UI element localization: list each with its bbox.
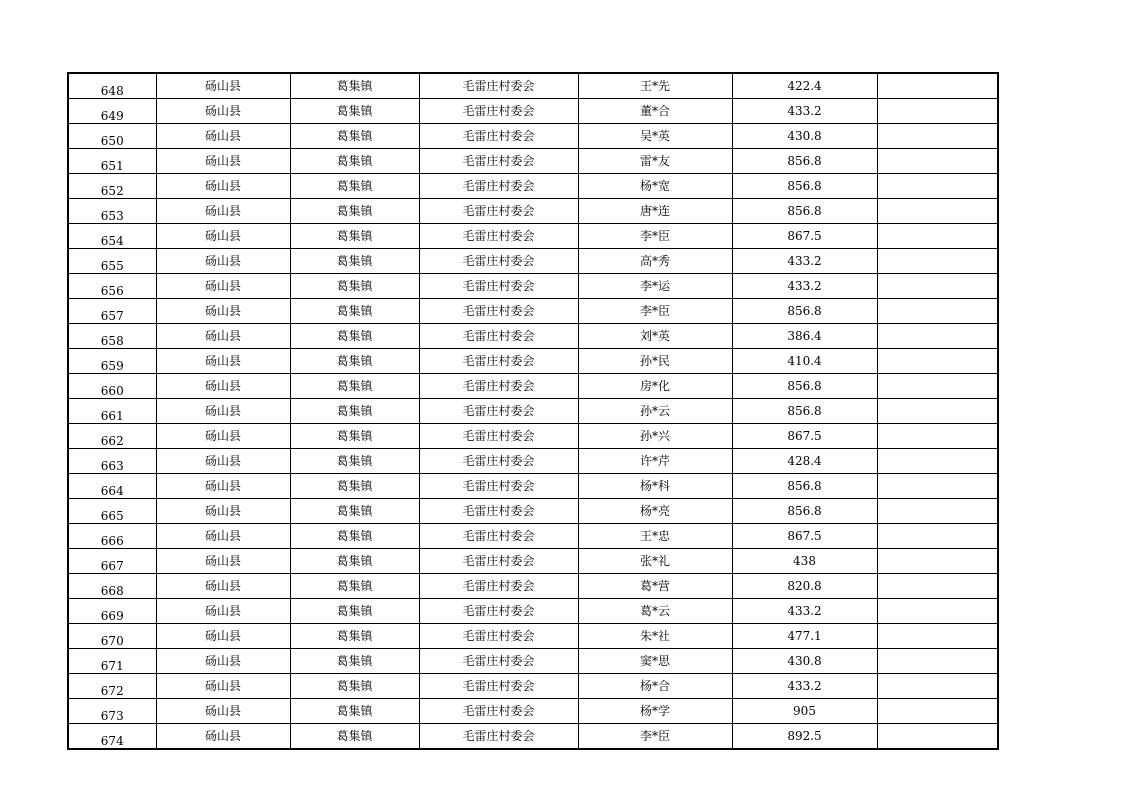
town-cell: 葛集镇 [290, 99, 419, 124]
note-cell [877, 349, 998, 374]
village-cell: 毛雷庄村委会 [419, 449, 578, 474]
person-name-cell: 李*臣 [578, 224, 732, 249]
index-cell: 652 [68, 174, 156, 199]
town-cell: 葛集镇 [290, 199, 419, 224]
note-cell [877, 449, 998, 474]
table-row [68, 174, 998, 199]
amount-cell: 856.8 [732, 499, 877, 524]
county-cell: 砀山县 [156, 699, 290, 724]
note-cell [877, 524, 998, 549]
index-cell: 673 [68, 699, 156, 724]
index-cell: 666 [68, 524, 156, 549]
amount-cell: 438 [732, 549, 877, 574]
table-row [68, 649, 998, 674]
person-name-cell: 房*化 [578, 374, 732, 399]
town-cell: 葛集镇 [290, 224, 419, 249]
index-cell: 656 [68, 274, 156, 299]
county-cell: 砀山县 [156, 73, 290, 99]
person-name-cell: 许*芹 [578, 449, 732, 474]
note-cell [877, 73, 998, 99]
village-cell: 毛雷庄村委会 [419, 249, 578, 274]
town-cell: 葛集镇 [290, 674, 419, 699]
amount-cell: 856.8 [732, 299, 877, 324]
village-cell: 毛雷庄村委会 [419, 199, 578, 224]
county-cell: 砀山县 [156, 349, 290, 374]
county-cell: 砀山县 [156, 374, 290, 399]
village-cell: 毛雷庄村委会 [419, 699, 578, 724]
table-row [68, 374, 998, 399]
note-cell [877, 724, 998, 750]
table-row [68, 199, 998, 224]
town-cell: 葛集镇 [290, 574, 419, 599]
county-cell: 砀山县 [156, 399, 290, 424]
person-name-cell: 杨*学 [578, 699, 732, 724]
note-cell [877, 124, 998, 149]
note-cell [877, 474, 998, 499]
village-cell: 毛雷庄村委会 [419, 73, 578, 99]
village-cell: 毛雷庄村委会 [419, 124, 578, 149]
village-cell: 毛雷庄村委会 [419, 474, 578, 499]
index-cell: 672 [68, 674, 156, 699]
amount-cell: 477.1 [732, 624, 877, 649]
index-cell: 667 [68, 549, 156, 574]
amount-cell: 433.2 [732, 674, 877, 699]
table-row [68, 699, 998, 724]
note-cell [877, 299, 998, 324]
person-name-cell: 李*运 [578, 274, 732, 299]
person-name-cell: 杨*亮 [578, 499, 732, 524]
amount-cell: 867.5 [732, 524, 877, 549]
note-cell [877, 499, 998, 524]
amount-cell: 820.8 [732, 574, 877, 599]
table-body [68, 73, 998, 749]
table-row [68, 124, 998, 149]
town-cell: 葛集镇 [290, 524, 419, 549]
amount-cell: 410.4 [732, 349, 877, 374]
village-cell: 毛雷庄村委会 [419, 324, 578, 349]
county-cell: 砀山县 [156, 599, 290, 624]
person-name-cell: 吴*英 [578, 124, 732, 149]
note-cell [877, 549, 998, 574]
table-row [68, 499, 998, 524]
person-name-cell: 杨*科 [578, 474, 732, 499]
person-name-cell: 葛*营 [578, 574, 732, 599]
county-cell: 砀山县 [156, 524, 290, 549]
note-cell [877, 674, 998, 699]
amount-cell: 433.2 [732, 274, 877, 299]
village-cell: 毛雷庄村委会 [419, 399, 578, 424]
data-table [67, 72, 999, 750]
person-name-cell: 王*先 [578, 73, 732, 99]
index-cell: 657 [68, 299, 156, 324]
amount-cell: 856.8 [732, 199, 877, 224]
amount-cell: 867.5 [732, 224, 877, 249]
county-cell: 砀山县 [156, 224, 290, 249]
note-cell [877, 249, 998, 274]
county-cell: 砀山县 [156, 649, 290, 674]
village-cell: 毛雷庄村委会 [419, 274, 578, 299]
county-cell: 砀山县 [156, 724, 290, 750]
index-cell: 653 [68, 199, 156, 224]
index-cell: 649 [68, 99, 156, 124]
index-cell: 658 [68, 324, 156, 349]
town-cell: 葛集镇 [290, 649, 419, 674]
village-cell: 毛雷庄村委会 [419, 649, 578, 674]
index-cell: 655 [68, 249, 156, 274]
person-name-cell: 李*臣 [578, 724, 732, 750]
note-cell [877, 174, 998, 199]
village-cell: 毛雷庄村委会 [419, 299, 578, 324]
county-cell: 砀山县 [156, 574, 290, 599]
amount-cell: 430.8 [732, 124, 877, 149]
county-cell: 砀山县 [156, 124, 290, 149]
amount-cell: 856.8 [732, 149, 877, 174]
village-cell: 毛雷庄村委会 [419, 549, 578, 574]
table-row [68, 474, 998, 499]
note-cell [877, 624, 998, 649]
village-cell: 毛雷庄村委会 [419, 424, 578, 449]
town-cell: 葛集镇 [290, 474, 419, 499]
town-cell: 葛集镇 [290, 149, 419, 174]
county-cell: 砀山县 [156, 674, 290, 699]
person-name-cell: 唐*连 [578, 199, 732, 224]
amount-cell: 856.8 [732, 374, 877, 399]
town-cell: 葛集镇 [290, 324, 419, 349]
village-cell: 毛雷庄村委会 [419, 224, 578, 249]
town-cell: 葛集镇 [290, 424, 419, 449]
table-row [68, 674, 998, 699]
amount-cell: 856.8 [732, 399, 877, 424]
person-name-cell: 王*忠 [578, 524, 732, 549]
table-row [68, 99, 998, 124]
index-cell: 651 [68, 149, 156, 174]
town-cell: 葛集镇 [290, 624, 419, 649]
person-name-cell: 刘*英 [578, 324, 732, 349]
amount-cell: 433.2 [732, 99, 877, 124]
town-cell: 葛集镇 [290, 399, 419, 424]
village-cell: 毛雷庄村委会 [419, 149, 578, 174]
amount-cell: 433.2 [732, 599, 877, 624]
index-cell: 665 [68, 499, 156, 524]
county-cell: 砀山县 [156, 249, 290, 274]
town-cell: 葛集镇 [290, 124, 419, 149]
amount-cell: 433.2 [732, 249, 877, 274]
amount-cell: 428.4 [732, 449, 877, 474]
town-cell: 葛集镇 [290, 549, 419, 574]
note-cell [877, 374, 998, 399]
person-name-cell: 葛*云 [578, 599, 732, 624]
county-cell: 砀山县 [156, 149, 290, 174]
table-row [68, 299, 998, 324]
person-name-cell: 杨*合 [578, 674, 732, 699]
index-cell: 661 [68, 399, 156, 424]
note-cell [877, 274, 998, 299]
person-name-cell: 雷*友 [578, 149, 732, 174]
table-row [68, 424, 998, 449]
table-row [68, 274, 998, 299]
table-row [68, 149, 998, 174]
person-name-cell: 孙*民 [578, 349, 732, 374]
county-cell: 砀山县 [156, 99, 290, 124]
village-cell: 毛雷庄村委会 [419, 724, 578, 750]
index-cell: 659 [68, 349, 156, 374]
county-cell: 砀山县 [156, 499, 290, 524]
index-cell: 663 [68, 449, 156, 474]
county-cell: 砀山县 [156, 299, 290, 324]
county-cell: 砀山县 [156, 424, 290, 449]
table-row [68, 349, 998, 374]
village-cell: 毛雷庄村委会 [419, 99, 578, 124]
table-row [68, 724, 998, 750]
amount-cell: 430.8 [732, 649, 877, 674]
amount-cell: 422.4 [732, 73, 877, 99]
index-cell: 670 [68, 624, 156, 649]
village-cell: 毛雷庄村委会 [419, 374, 578, 399]
table-row [68, 399, 998, 424]
person-name-cell: 高*秀 [578, 249, 732, 274]
note-cell [877, 424, 998, 449]
index-cell: 669 [68, 599, 156, 624]
person-name-cell: 窦*思 [578, 649, 732, 674]
person-name-cell: 李*臣 [578, 299, 732, 324]
town-cell: 葛集镇 [290, 73, 419, 99]
village-cell: 毛雷庄村委会 [419, 574, 578, 599]
note-cell [877, 199, 998, 224]
town-cell: 葛集镇 [290, 724, 419, 750]
village-cell: 毛雷庄村委会 [419, 674, 578, 699]
town-cell: 葛集镇 [290, 249, 419, 274]
note-cell [877, 224, 998, 249]
note-cell [877, 324, 998, 349]
person-name-cell: 杨*宽 [578, 174, 732, 199]
amount-cell: 905 [732, 699, 877, 724]
amount-cell: 892.5 [732, 724, 877, 750]
index-cell: 654 [68, 224, 156, 249]
town-cell: 葛集镇 [290, 349, 419, 374]
person-name-cell: 董*合 [578, 99, 732, 124]
village-cell: 毛雷庄村委会 [419, 174, 578, 199]
town-cell: 葛集镇 [290, 274, 419, 299]
table-row [68, 599, 998, 624]
village-cell: 毛雷庄村委会 [419, 499, 578, 524]
town-cell: 葛集镇 [290, 599, 419, 624]
note-cell [877, 99, 998, 124]
table-row [68, 224, 998, 249]
town-cell: 葛集镇 [290, 499, 419, 524]
person-name-cell: 张*礼 [578, 549, 732, 574]
village-cell: 毛雷庄村委会 [419, 524, 578, 549]
amount-cell: 856.8 [732, 174, 877, 199]
town-cell: 葛集镇 [290, 299, 419, 324]
person-name-cell: 孙*兴 [578, 424, 732, 449]
amount-cell: 867.5 [732, 424, 877, 449]
index-cell: 650 [68, 124, 156, 149]
county-cell: 砀山县 [156, 274, 290, 299]
village-cell: 毛雷庄村委会 [419, 599, 578, 624]
index-cell: 662 [68, 424, 156, 449]
index-cell: 674 [68, 724, 156, 750]
town-cell: 葛集镇 [290, 174, 419, 199]
county-cell: 砀山县 [156, 449, 290, 474]
table-row [68, 549, 998, 574]
note-cell [877, 649, 998, 674]
town-cell: 葛集镇 [290, 374, 419, 399]
table-row [68, 449, 998, 474]
table-row [68, 249, 998, 274]
index-cell: 648 [68, 73, 156, 99]
amount-cell: 856.8 [732, 474, 877, 499]
note-cell [877, 149, 998, 174]
village-cell: 毛雷庄村委会 [419, 349, 578, 374]
county-cell: 砀山县 [156, 549, 290, 574]
note-cell [877, 599, 998, 624]
village-cell: 毛雷庄村委会 [419, 624, 578, 649]
town-cell: 葛集镇 [290, 699, 419, 724]
amount-cell: 386.4 [732, 324, 877, 349]
county-cell: 砀山县 [156, 324, 290, 349]
county-cell: 砀山县 [156, 624, 290, 649]
table-row [68, 624, 998, 649]
table-row [68, 524, 998, 549]
county-cell: 砀山县 [156, 474, 290, 499]
table-row [68, 73, 998, 99]
table-row [68, 324, 998, 349]
town-cell: 葛集镇 [290, 449, 419, 474]
table-row [68, 574, 998, 599]
county-cell: 砀山县 [156, 199, 290, 224]
index-cell: 668 [68, 574, 156, 599]
index-cell: 660 [68, 374, 156, 399]
index-cell: 664 [68, 474, 156, 499]
county-cell: 砀山县 [156, 174, 290, 199]
note-cell [877, 699, 998, 724]
note-cell [877, 574, 998, 599]
person-name-cell: 孙*云 [578, 399, 732, 424]
note-cell [877, 399, 998, 424]
person-name-cell: 朱*社 [578, 624, 732, 649]
index-cell: 671 [68, 649, 156, 674]
